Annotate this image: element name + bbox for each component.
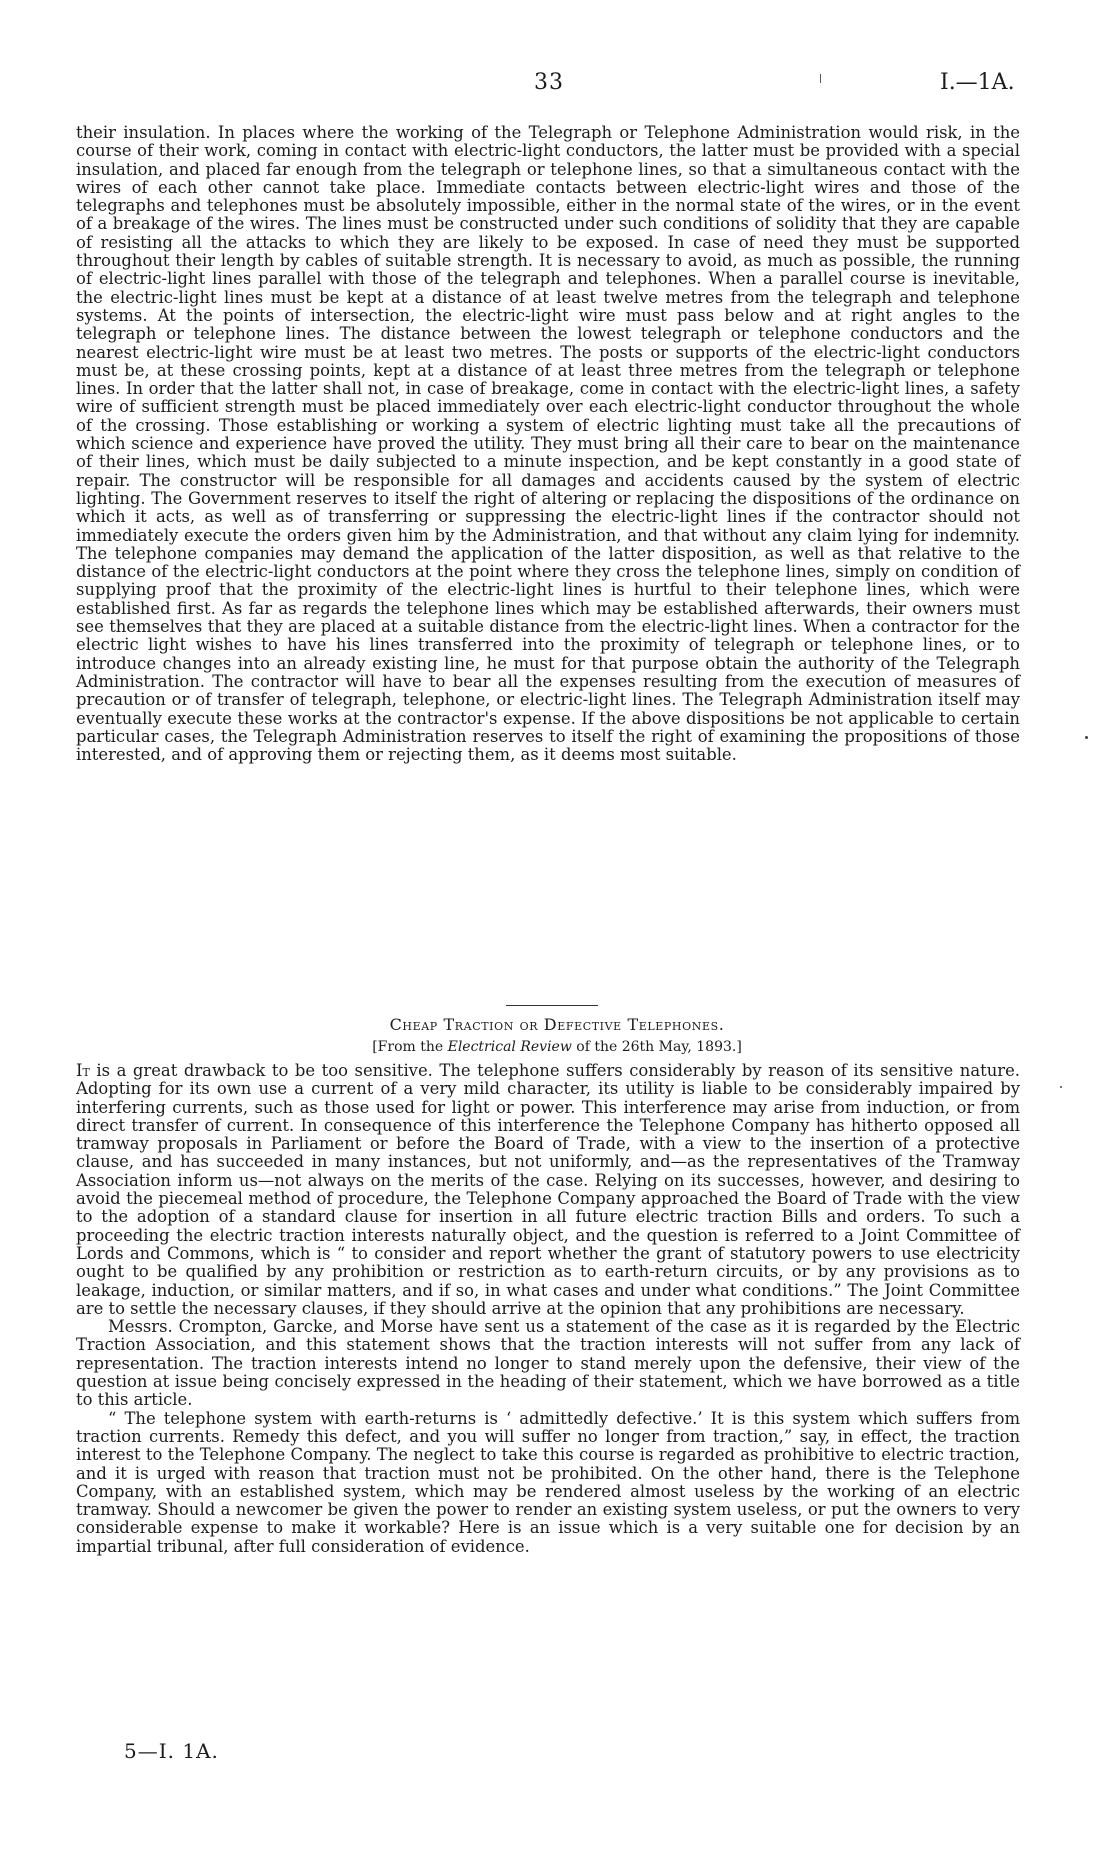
article-paragraph-1-text: is a great drawback to be too sensitive. The telephone suffers considerably by reason of its sensitive nature. Adopting for its own use a current of a very mild character, its utility is liable to be considerably impaired by interfering currents, such as those used for light or power. This interference may arise from induction, or from direct transfer of current. In consequence of this interference the Telephone Company has hitherto opposed all tramway proposals in Parliament or before the Board of Trade, with a view to the insertion of a protective clause, and has succeeded in many instances, but not uniformly, and—as the representatives of the Tramway Association inform us—not always on the merits of the case. Relying on its successes, however, and desiring to avoid the piecemeal method of procedure, the Telephone Company approached the Board of Trade with the view to the adoption of a standard clause for insertion in all future electric traction Bills and orders. To such a proceeding the electric traction interests naturally object, and the question is referred to a Joint Committee of Lords and Commons, which is “ to consider and report whether the grant of statutory powers to use electricity ought to be qualified by any prohibition or restriction as to earth-return circuits, or by any provisions as to leakage, induction, or similar matters, and if so, in what cases and under what conditions.” The Joint Committee are to settle the necessary clauses, if they should arrive at the opinion that any prohibitions are necessary. bbox=[76, 1061, 1020, 1318]
body-paragraph: their insulation. In places where the working of the Telegraph or Telephone Administration would risk, in the course of their work, coming in contact with electric-light conductors, the latter must be provided with a special insulation, and placed far enough from the telegraph or telephone lines, so that a simultaneous contact with the wires of each other cannot take place. Immediate contacts between electric-light wires and those of the telegraphs and telephones must be absolutely impossible, either in the normal state of the wires, or in the event of a breakage of the wires. The lines must be constructed under such conditions of solidity that they are capable of resisting all the attacks to which they are likely to be exposed. In case of need they must be supported throughout their length by cables of suitable strength. It is necessary to avoid, as much as possible, the running of electric-light lines parallel with those of the telegraph and telephones. When a parallel course is inevitable, the electric-light lines must be kept at a distance of at least twelve metres from the telegraph and telephone systems. At the points of intersection, the electric-light wire must pass below and at right angles to the telegraph or telephone lines. The distance between the lowest telegraph or telephone conductors and the nearest electric-light wire must be at least two metres. The posts or supports of the electric-light conductors must be, at these crossing points, kept at a distance of at least three metres from the telegraph or telephone lines. In order that the latter shall not, in case of breakage, come in contact with the electric-light lines, a safety wire of sufficient strength must be placed immediately over each electric-light conductor throughout the whole of the crossing. Those establishing or working a system of electric lighting must take all the precautions of which science and experience have proved the utility. They must bring all their care to bear on the maintenance of their lines, which must be daily subjected to a minute inspection, and be kept constantly in a good state of repair. The constructor will be responsible for all damages and accidents caused by the system of electric lighting. The Government reserves to itself the right of altering or replacing the dispositions of the ordinance on which it acts, as well as of transferring or suppressing the electric-light lines if the contractor should not immediately execute the orders given him by the Administration, and that without any claim lying for indemnity. The telephone companies may demand the application of the latter disposition, as well as that relative to the distance of the electric-light conductors at the point where they cross the telephone lines, simply on condition of supplying proof that the proximity of the electric-light lines is hurtful to their telephone lines, which were established first. As far as regards the telephone lines which may be established afterwards, their owners must see themselves that they are placed at a suitable distance from the electric-light lines. When a contractor for the electric light wishes to have his lines transferred into the proximity of telegraph or telephone lines, or to introduce changes into an already existing line, he must for that purpose obtain the authority of the Telegraph Administration. The contractor will have to bear all the expenses resulting from the execution of measures of precaution or of transfer of telegraph, telephone, or electric-light lines. The Telegraph Administration itself may eventually execute these works at the contractor's expense. If the above dispositions be not applicable to certain particular cases, the Telegraph Administration reserves to itself the right of examining the propositions of those interested, and of approving them or rejecting them, as it deems most suitable. bbox=[76, 123, 1020, 765]
section-divider bbox=[506, 1005, 598, 1006]
article-paragraph-3: “ The telephone system with earth-returns is ‘ admittedly defective.’ It is this system which suffers from traction currents. Remedy this defect, and you will suffer no longer from traction,” say, in effect, the traction interest to the Telephone Company. The neglect to take this course is regarded as prohibitive to electric traction, and it is urged with reason that traction must not be prohibited. On the other hand, there is the Telephone Company, with an established system, which may be rendered almost useless by the working of an electric tramway. Should a newcomer be given the power to render an existing system useless, or put the owners to very considerable expense to make it workable? Here is an issue which is a very suitable one for decision by an impartial tribunal, after full consideration of evidence. bbox=[76, 1408, 1020, 1556]
opening-word: It bbox=[76, 1061, 90, 1080]
article-paragraph-2: Messrs. Crompton, Garcke, and Morse have sent us a statement of the case as it is regarded by the Electric Traction Association, and this statement shows that the traction interests will not suffer from any lack of representation. The traction interests intend no longer to stand merely upon the defensive, their view of the question at issue being concisely expressed in the heading of their statement, which we have borrowed as a title to this article. bbox=[76, 1317, 1020, 1410]
article-heading: Cheap Traction or Defective Telephones. bbox=[389, 1015, 725, 1034]
printer-signature: 5—I. 1A. bbox=[124, 1739, 219, 1763]
margin-tick-mark bbox=[820, 74, 821, 83]
document-reference: I.—1A. bbox=[940, 70, 1015, 95]
source-publication: Electrical Review bbox=[447, 1039, 572, 1055]
article-source-citation bbox=[0, 1039, 1114, 1055]
margin-speck bbox=[1060, 1086, 1062, 1088]
source-suffix: of the 26th May, 1893.] bbox=[571, 1039, 742, 1055]
continued-text-block bbox=[76, 124, 1020, 764]
source-prefix: [From the bbox=[372, 1039, 448, 1055]
page-header bbox=[0, 70, 1114, 94]
margin-speck bbox=[1085, 736, 1088, 739]
article-paragraph-1 bbox=[76, 1062, 1020, 1318]
article-text-block bbox=[76, 1062, 1020, 1556]
page-number: 33 bbox=[534, 70, 564, 95]
